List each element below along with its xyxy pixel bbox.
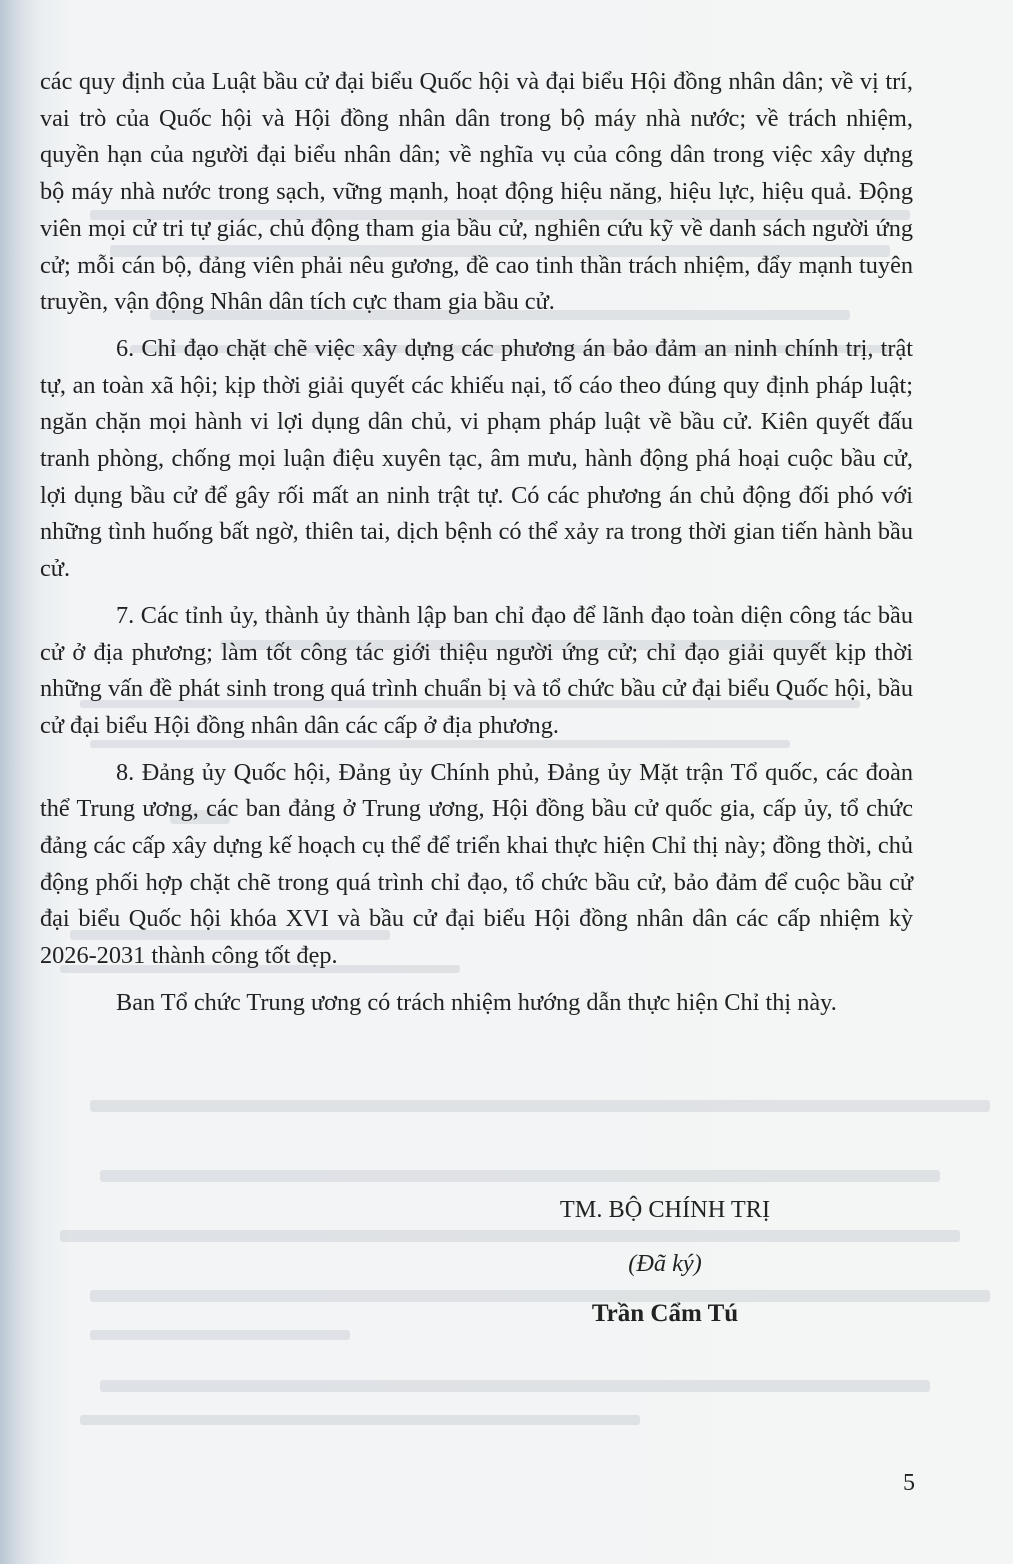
document-body bbox=[40, 64, 913, 1022]
paragraph-item-8: 8. Đảng ủy Quốc hội, Đảng ủy Chính phủ, Đảng ủy Mặt trận Tổ quốc, các đoàn thể Trung ương, các ban đảng ở Trung ương, Hội đồng bầu cử quốc gia, cấp ủy, tổ chức đảng các cấp xây dựng kế hoạch cụ thể để triển khai thực hiện Chỉ thị này; đồng thời, chủ động phối hợp chặt chẽ trong quá trình chỉ đạo, tổ chức bầu cử, bảo đảm để cuộc bầu cử đại biểu Quốc hội khóa XVI và bầu cử đại biểu Hội đồng nhân dân các cấp nhiệm kỳ 2026-2031 thành công tốt đẹp. bbox=[40, 758, 913, 970]
signature-note: (Đã ký) bbox=[628, 1250, 702, 1277]
paragraph-continued: các quy định của Luật bầu cử đại biểu Quốc hội và đại biểu Hội đồng nhân dân; về vị trí, vai trò của Quốc hội và Hội đồng nhân dân trong bộ máy nhà nước; về trách nhiệm, quyền hạn của người đại biểu nhân dân; về nghĩa vụ của công dân trong việc xây dựng bộ máy nhà nước trong sạch, vững mạnh, hoạt động hiệu năng, hiệu lực, hiệu quả. Động viên mọi cử tri tự giác, chủ động tham gia bầu cử, nghiên cứu kỹ về danh sách người ứng cử; mỗi cán bộ, đảng viên phải nêu gương, đề cao tinh thần trách nhiệm, đẩy mạnh tuyên truyền, vận động Nhân dân tích cực tham gia bầu cử. bbox=[40, 68, 913, 316]
paragraph-closing: Ban Tổ chức Trung ương có trách nhiệm hướng dẫn thực hiện Chỉ thị này. bbox=[116, 988, 837, 1016]
paragraph-item-6: 6. Chỉ đạo chặt chẽ việc xây dựng các phương án bảo đảm an ninh chính trị, trật tự, an toàn xã hội; kịp thời giải quyết các khiếu nại, tố cáo theo đúng quy định pháp luật; ngăn chặn mọi hành vi lợi dụng dân chủ, vi phạm pháp luật về bầu cử. Kiên quyết đấu tranh phòng, chống mọi luận điệu xuyên tạc, âm mưu, hành động phá hoại cuộc bầu cử, lợi dụng bầu cử để gây rối mất an ninh trật tự. Có các phương án chủ động đối phó với những tình huống bất ngờ, thiên tai, dịch bệnh có thể xảy ra trong thời gian tiến hành bầu cử. bbox=[40, 334, 913, 583]
page-number: 5 bbox=[903, 1470, 915, 1496]
signature-organization: TM. BỘ CHÍNH TRỊ bbox=[559, 1196, 771, 1223]
paragraph-item-7: 7. Các tỉnh ủy, thành ủy thành lập ban chỉ đạo để lãnh đạo toàn diện công tác bầu cử ở địa phương; làm tốt công tác giới thiệu người ứng cử; chỉ đạo giải quyết kịp thời những vấn đề phát sinh trong quá trình chuẩn bị và tổ chức bầu cử đại biểu Quốc hội, bầu cử đại biểu Hội đồng nhân dân các cấp ở địa phương. bbox=[40, 601, 913, 739]
signatory-name: Trần Cẩm Tú bbox=[591, 1300, 739, 1327]
